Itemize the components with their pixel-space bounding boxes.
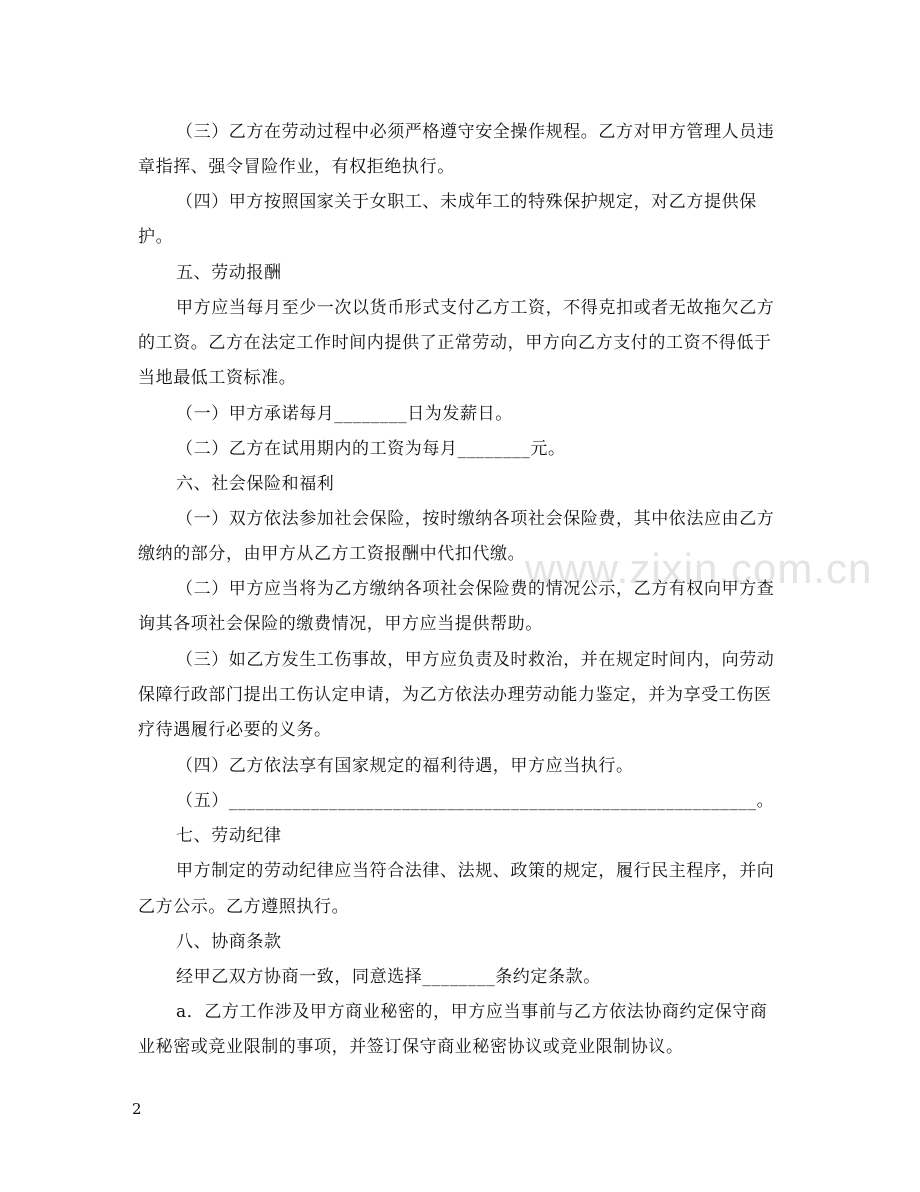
text-line: （三）如乙方发生工伤事故，甲方应负责及时救治，并在规定时间内，向劳动 bbox=[176, 650, 775, 670]
text-line: 乙方公示。乙方遵照执行。 bbox=[138, 897, 350, 917]
text-line: （二）甲方应当将为乙方缴纳各项社会保险费的情况公示，乙方有权向甲方查 bbox=[176, 579, 775, 599]
text-line: （四）乙方依法享有国家规定的福利待遇，甲方应当执行。 bbox=[176, 756, 634, 776]
text-line: 经甲乙双方协商一致，同意选择________条约定条款。 bbox=[176, 967, 601, 987]
text-line: （一）双方依法参加社会保险，按时缴纳各项社会保险费，其中依法应由乙方 bbox=[176, 509, 775, 529]
section-heading: 五、劳动报酬 bbox=[176, 263, 282, 283]
text-line: （二）乙方在试用期内的工资为每月________元。 bbox=[176, 439, 566, 459]
text-line: （三）乙方在劳动过程中必须严格遵守安全操作规程。乙方对甲方管理人员违 bbox=[176, 122, 775, 142]
section-heading: 八、协商条款 bbox=[176, 932, 282, 952]
text-line: （一）甲方承诺每月________日为发薪日。 bbox=[176, 404, 513, 424]
text-line: 当地最低工资标准。 bbox=[138, 368, 297, 388]
text-line: 询其各项社会保险的缴费情况，甲方应当提供帮助。 bbox=[138, 614, 543, 634]
text-line: 疗待遇履行必要的义务。 bbox=[138, 720, 332, 740]
section-heading: 六、社会保险和福利 bbox=[176, 474, 335, 494]
text-line: a．乙方工作涉及甲方商业秘密的，甲方应当事前与乙方依法协商约定保守商 bbox=[176, 1002, 768, 1022]
section-heading: 七、劳动纪律 bbox=[176, 826, 282, 846]
text-line: 甲方制定的劳动纪律应当符合法律、法规、政策的规定，履行民主程序，并向 bbox=[176, 861, 775, 881]
text-line: 甲方应当每月至少一次以货币形式支付乙方工资，不得克扣或者无故拖欠乙方 bbox=[176, 298, 775, 318]
text-line: （四）甲方按照国家关于女职工、未成年工的特殊保护规定，对乙方提供保 bbox=[176, 192, 757, 212]
text-line: 护。 bbox=[138, 227, 174, 247]
text-line: 的工资。乙方在法定工作时间内提供了正常劳动，甲方向乙方支付的工资不得低于 bbox=[138, 333, 772, 353]
watermark: www.zixin.com.cn bbox=[525, 545, 873, 592]
text-line: 保障行政部门提出工伤认定申请，为乙方依法办理劳动能力鉴定，并为享受工伤医 bbox=[138, 685, 772, 705]
text-line: 业秘密或竞业限制的事项，并签订保守商业秘密协议或竞业限制协议。 bbox=[138, 1037, 684, 1057]
page-number: 2 bbox=[132, 1100, 142, 1118]
text-line: 缴纳的部分，由甲方从乙方工资报酬中代扣代缴。 bbox=[138, 544, 526, 564]
text-line: 章指挥、强令冒险作业，有权拒绝执行。 bbox=[138, 157, 455, 177]
text-line: （五）__________________________________________________________。 bbox=[176, 791, 775, 811]
